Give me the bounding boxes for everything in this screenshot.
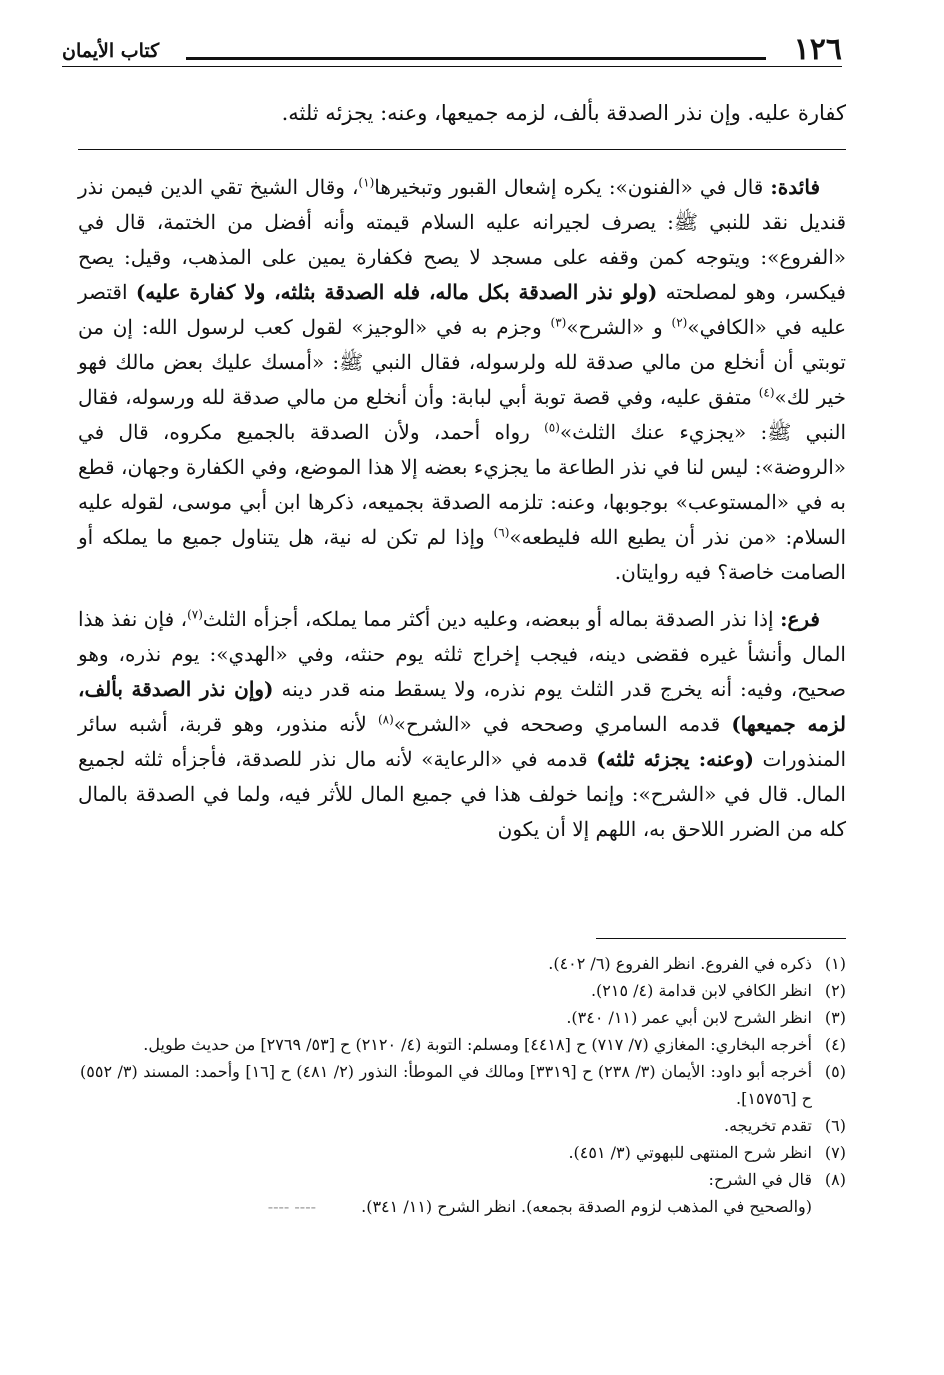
footnote bbox=[80, 1058, 846, 1112]
footnote-number: (٥) bbox=[824, 1062, 846, 1081]
p2-text-1: إذا نذر الصدقة بماله أو ببعضه، وعليه دين أكثر مما يملكه، أجزأه الثلث bbox=[202, 607, 781, 631]
p2-text-5: قدمه في «الرعاية» لأنه مال نذر للصدقة، فأجزأه ثلثه لجميع المال. قال في «الشرح»: وإنما خولف هذا في جميع المال للأثر فيه، ولما في الصدقة بالمال كله من الضرر اللاحق به، اللهم إلا أن يكون bbox=[78, 747, 846, 841]
footnote-text: ذكره في الفروع. انظر الفروع (٦/ ٤٠٢). bbox=[548, 954, 812, 973]
header-rule bbox=[186, 57, 766, 60]
p1-text-6: متفق عليه، وفي قصة توبة أبي لبابة: وأن أنخلع من مالي صدقة لله ورسوله، فقال النبي ﷺ: «يجزيء عنك الثلث» bbox=[78, 385, 847, 444]
footnote-number: (٧) bbox=[824, 1143, 846, 1162]
footnote-ref-5[interactable]: (٥) bbox=[544, 420, 560, 435]
page-header bbox=[62, 34, 842, 68]
commentary-body bbox=[78, 170, 846, 859]
p1-text-1: قال في «الفنون»: يكره إشعال القبور وتبخيرها bbox=[374, 175, 771, 199]
p2-matn-quote-2: (وعنه: يجزئه ثلثه) bbox=[596, 747, 754, 771]
footnote-number: (٢) bbox=[824, 981, 846, 1000]
footnote-quote bbox=[80, 1193, 846, 1220]
footnote-text: انظر الكافي لابن قدامة (٤/ ٢١٥). bbox=[590, 981, 812, 1000]
footnote-number: (١) bbox=[824, 954, 846, 973]
paragraph-far bbox=[78, 602, 846, 847]
footnote-ref-3[interactable]: (٣) bbox=[550, 315, 567, 330]
footnote-number: (٣) bbox=[824, 1008, 846, 1027]
paragraph-faida bbox=[78, 170, 846, 590]
footnote bbox=[80, 950, 846, 977]
p2-text-2: ، فإن نفذ هذا المال وأنشأ غيره فقضى دينه، فيجب إخراج ثلثه يوم حنثه، وفي «الهدي»: يوم نذره، وهو صحيح، وفيه: أنه يخرج قدر الثلث يوم نذره، ولا يسقط منه قدر دينه bbox=[78, 607, 847, 701]
footnote-ref-8[interactable]: (٨) bbox=[377, 712, 394, 727]
footnote bbox=[80, 1004, 846, 1031]
p1-text-2: ، وقال الشيخ تقي الدين فيمن نذر قنديل نقد للنبي ﷺ: يصرف لجيرانه عليه السلام قيمته وأنه أفضل من الختمة، قال في «الفروع»: ويتوجه كمن وقفه على مسجد لا يصح فكفارة يمين على المذهب، وقيل: يصح فيكسر، وهو لمصلحته bbox=[78, 175, 846, 304]
lead-text: كفارة عليه. وإن نذر الصدقة بألف، لزمه جميعها، وعنه: يجزئه ثلثه. bbox=[281, 101, 846, 125]
footnote-text: أخرجه أبو داود: الأيمان (٣/ ٢٣٨) ح [٣٣١٩] ومالك في الموطأ: النذور (٢/ ٤٨١) ح [١٦] وأحمد: المسند (٣/ ٥٥٢) ح [١٥٧٥٦]. bbox=[80, 1062, 813, 1108]
footnote-quote-text: (والصحيح في المذهب لزوم الصدقة بجمعه). انظر الشرح (١١/ ٣٤١). bbox=[361, 1197, 812, 1216]
p1-text-4: و «الشرح» bbox=[566, 315, 672, 339]
p1-text-8: وإذا لم تكن له نية، هل يتناول جميع ما يملكه أو الصامت خاصة؟ فيه روايتان. bbox=[78, 525, 846, 584]
p1-text-5: وجزم به في «الوجيز» لقول كعب لرسول الله: إن من توبتي أن أنخلع من مالي صدقة لله ولرسوله، فقال النبي ﷺ: «أمسك عليك بعض مالك فهو خير لك» bbox=[78, 315, 846, 409]
faida-label: فائدة: bbox=[770, 175, 821, 199]
matn-divider bbox=[78, 149, 846, 150]
footnote-ref-4[interactable]: (٤) bbox=[758, 385, 775, 400]
footnote bbox=[80, 1166, 846, 1193]
footnote-separator bbox=[596, 938, 846, 939]
footnote-number: (٦) bbox=[824, 1116, 846, 1135]
header-underline bbox=[62, 66, 842, 67]
footnote-text: قال في الشرح: bbox=[708, 1170, 812, 1189]
p2-text-4: لأنه منذور، وهو قربة، أشبه سائر المنذورات bbox=[78, 712, 846, 771]
p2-text-3: قدمه السامري وصححه في «الشرح» bbox=[393, 712, 732, 736]
footnote-trail: ---- ---- bbox=[267, 1197, 317, 1216]
footnote bbox=[80, 1112, 846, 1139]
footnote-text: انظر الشرح لابن أبي عمر (١١/ ٣٤٠). bbox=[566, 1008, 812, 1027]
p1-matn-quote: (ولو نذر الصدقة بكل ماله، فله الصدقة بثلثه، ولا كفارة عليه) bbox=[135, 280, 658, 304]
page-number: ١٢٦ bbox=[793, 32, 842, 67]
footnote-text: تقدم تخريجه. bbox=[724, 1116, 812, 1135]
far-label: فرع: bbox=[780, 607, 820, 631]
footnote-text: انظر شرح المنتهى للبهوتي (٣/ ٤٥١). bbox=[568, 1143, 812, 1162]
footnote-ref-1[interactable]: (١) bbox=[358, 175, 375, 190]
footnotes bbox=[80, 950, 846, 1220]
footnote-number: (٤) bbox=[824, 1035, 846, 1054]
footnote-number: (٨) bbox=[824, 1170, 846, 1189]
footnote-ref-2[interactable]: (٢) bbox=[671, 315, 688, 330]
footnote bbox=[80, 1139, 846, 1166]
footnote-ref-6[interactable]: (٦) bbox=[493, 525, 510, 540]
footnote-ref-7[interactable]: (٧) bbox=[187, 607, 203, 622]
footnote-text: أخرجه البخاري: المغازي (٧/ ٧١٧) ح [٤٤١٨] ومسلم: التوبة (٤/ ٢١٢٠) ح [٥٣/ ٢٧٦٩] من حديث طويل. bbox=[143, 1035, 812, 1054]
p1-text-7: رواه أحمد، ولأن الصدقة بالجميع مكروه، قال في «الروضة»: ليس لنا في نذر الطاعة ما يجزيء بعضه إلا هذا الموضع، وفي الكفارة وجهان، قطع به في «المستوعب» بوجوبها، وعنه: تلزمه الصدقة بجميعه، ذكرها ابن أبي موسى، لقوله عليه السلام: «من نذر أن يطيع الله فليطعه» bbox=[78, 420, 846, 549]
footnote bbox=[80, 977, 846, 1004]
chapter-title: كتاب الأيمان bbox=[62, 40, 160, 62]
p2-matn-quote-1: (وإن نذر الصدقة بألف، لزمه جميعها) bbox=[78, 677, 847, 736]
footnote bbox=[80, 1031, 846, 1058]
p1-text-3: اقتصر عليه في «الكافي» bbox=[78, 280, 846, 339]
